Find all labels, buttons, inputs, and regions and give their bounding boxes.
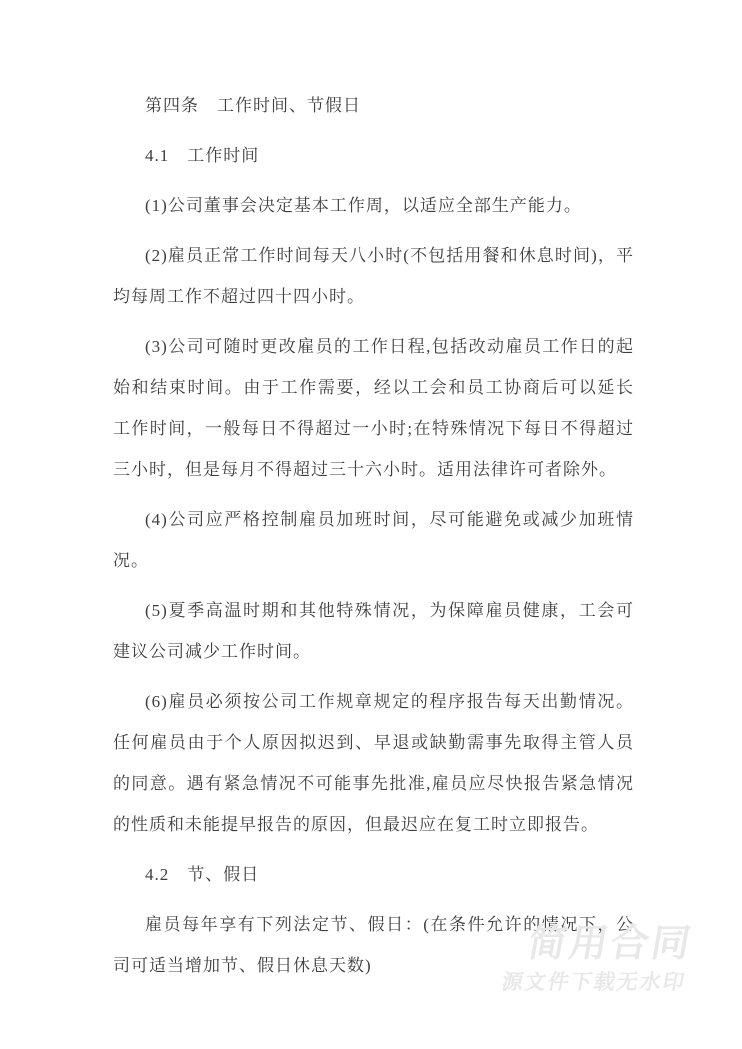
section-4-1-heading: 4.1 工作时间 (145, 146, 260, 165)
clause-4: (4)公司应严格控制雇员加班时间，尽可能避免或减少加班情况。 (113, 510, 634, 570)
article-heading: 第四条 工作时间、节假日 (145, 96, 361, 115)
clause-6: (6)雇员必须按公司工作规章规定的程序报告每天出勤情况。任何雇员由于个人原因拟迟到、早退或缺勤需事先取得主管人员的同意。遇有紧急情况不可能事先批准,雇员应尽快报告紧急情况的性质和未能提早报告的原因，但最迟应在复工时立即报告。 (113, 692, 634, 834)
clause-2: (2)雇员正常工作时间每天八小时(不包括用餐和休息时间)，平均每周工作不超过四十四小时。 (113, 246, 634, 306)
clause-1: (1)公司董事会决定基本工作周，以适应全部生产能力。 (145, 196, 582, 215)
watermark (500, 925, 696, 993)
contract-body (113, 85, 634, 995)
section-4-2-heading: 4.2 节、假日 (145, 865, 260, 884)
watermark-logo-text: 简用合同 (524, 923, 697, 965)
clause-5: (5)夏季高温时期和其他特殊情况，为保障雇员健康，工会可建议公司减少工作时间。 (113, 601, 634, 661)
watermark-subtitle: 源文件下载无水印 (499, 971, 688, 994)
section-4-2-intro: 雇员每年享有下列法定节、假日：(在条件允许的情况下，公司可适当增加节、假日休息天数) (113, 915, 634, 975)
clause-3: (3)公司可随时更改雇员的工作日程,包括改动雇员工作日的起始和结束时间。由于工作需要，经以工会和员工协商后可以延长工作时间，一般每日不得超过一小时;在特殊情况下每日不得超过三小时，但是每月不得超过三十六小时。适用法律许可者除外。 (113, 337, 634, 479)
